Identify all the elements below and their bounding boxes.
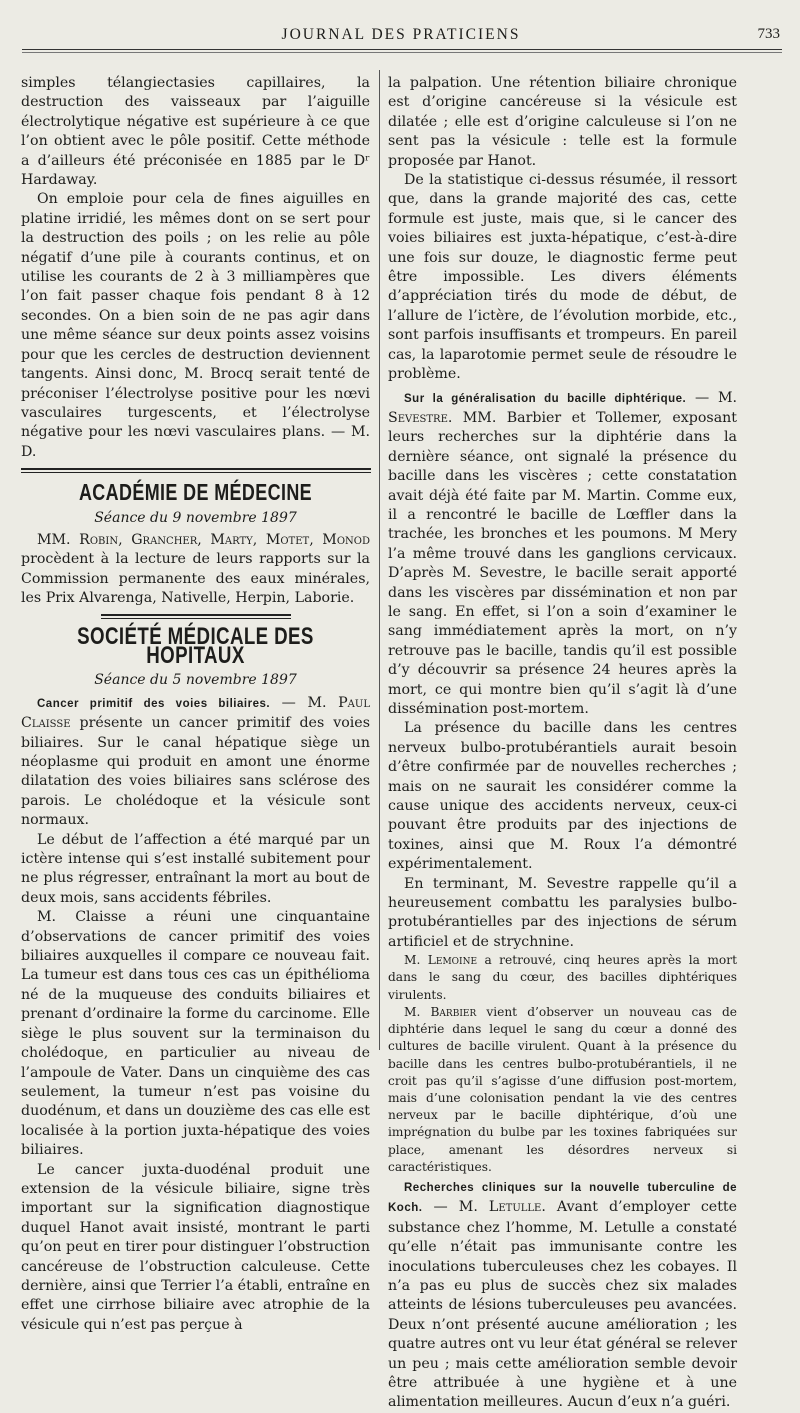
paragraph-text: procèdent à la lecture de leurs rapports sur la Commission permanente des eaux minérales, les Prix Alvarenga, Nativelle, Herpin, Laborie. bbox=[21, 551, 370, 607]
paragraph-text: a retrouvé, cinq heures après la mort dans le sang du cœur, des bacilles diphtériques virulents. bbox=[388, 953, 737, 1002]
paragraph-text: vient d’observer un nouveau cas de diphtérie dans lequel le sang du cœur a donné des cultures de bacille virulent. Quant à la présence du bacille dans les centres bulbo-protubérantiels, il ne croit pas qu’il s’agisse d’une diffusion post-mortem, mais d’une colonisation pendant la vie des centres nerveux par le bacille diphtérique, d’où une imprégnation du bulbe par les toxines fabriquées sur place, amenant les désordres nerveux si caractéristiques. bbox=[388, 1004, 737, 1174]
paragraph: En terminant, M. Sevestre rappelle qu’il a heureusement combattu les paralysies bulbo-protubérantielles par des injections de sérum artificiel et de strychnine. bbox=[388, 875, 737, 950]
paragraph: La présence du bacille dans les centres nerveux bulbo-protubérantiels aurait besoin d’être confirmée par de nouvelles recherches ; mais on ne saurait les considérer comme la cause unique des accidents nerveux, ceux-ci pouvant être produits par des injections de toxines, ainsi que M. Roux l’a démontré expérimentalement. bbox=[388, 720, 737, 873]
paragraph-small bbox=[388, 1004, 737, 1176]
paragraph: Sur la généralisation du bacille diphtérique. — M. Sevestre. MM. Barbier et Tollemer, exposant leurs recherches sur la diphtérie dans la dernière séance, ont signalé la présence du bacille dans les viscères ; cette constatation avait déjà été faite par M. Martin. Comme eux, il a rencontré le bacille de Lœffler dans la trachée, les bronches et les poumons. M Mery l’a même trouvé dans les ganglions cervicaux. D’après M. Sevestre, le bacille serait apporté dans les viscères par dissémination et non par le sang. En effet, si l’on a soin d’examiner le sang immédiatement après la mort, on n’y retrouve pas le bacille, tandis qu’il est possible d’y découvrir sa présence 24 heures après la mort, ce qui montre bien qu’il s’agit là d’une dissémination post-mortem. bbox=[388, 389, 738, 717]
page-header bbox=[20, 24, 782, 44]
rubric-title: Recherches cliniques sur la nouvelle tuberculine de Koch. bbox=[388, 1181, 737, 1215]
left-column bbox=[21, 74, 370, 1335]
header-rule bbox=[22, 49, 782, 50]
author-name: Paul Claisse bbox=[21, 694, 370, 732]
paragraph: la palpation. Une rétention biliaire chronique est d’origine cancéreuse si la vésicule est dilatée ; elle est d’origine calculeuse si l’on ne sent pas la vésicule : telle est la formule proposée par Hanot. bbox=[388, 75, 737, 169]
paragraph: Le cancer juxta-duodénal produit une extension de la vésicule biliaire, signe très important sur la signification diagnostique duquel Hanot avait insisté, montrant le parti qu’on peut en tirer pour distinguer l’obstruction cancéreuse de l’obstruction calculeuse. Cette dernière, ainsi que Terrier l’a établi, entraîne en effet une cirrhose biliaire avec atrophie de la vésicule qui n’est pas perçue à bbox=[21, 1161, 370, 1333]
seance-date: Séance du 9 novembre 1897 bbox=[94, 509, 297, 526]
column-divider bbox=[379, 70, 380, 1050]
page-number: 733 bbox=[757, 26, 780, 42]
author-name: M. Lemoine bbox=[404, 953, 478, 968]
journal-title: JOURNAL DES PRATICIENS bbox=[281, 26, 521, 43]
author-name: M. Barbier bbox=[404, 1004, 477, 1019]
author-name: Letulle bbox=[488, 1199, 542, 1216]
paragraph: Le début de l’affection a été marqué par un ictère intense qui s’est installé subitement pour ne plus régresser, entraînant la mort au bout de deux mois, sans accidents fébriles. bbox=[21, 831, 370, 906]
section-title-societe: SOCIÉTÉ MÉDICALE DES HOPITAUX bbox=[77, 622, 314, 669]
paragraph-text: présente un cancer primitif des voies biliaires. Sur le canal hépatique siège un néoplasme qui produit en amont une énorme dilatation des voies biliaires sans sclérose des parois. Le cholédoque et la vésicule sont normaux. bbox=[21, 715, 370, 829]
paragraph: Cancer primitif des voies biliaires. — M. Paul Claisse présente un cancer primitif des voies biliaires. Sur le canal hépatique siège un néoplasme qui produit en amont une énorme dilatation des voies biliaires sans sclérose des parois. Le cholédoque et la vésicule sont normaux. bbox=[21, 694, 370, 829]
paragraph: On emploie pour cela de fines aiguilles en platine irridié, les mêmes dont on se sert pour la destruction des poils ; on les relie au pôle négatif d’une pile à courants continus, et on utilise les courants de 2 à 3 milliampères que l’on fait passer chaque fois pendant 8 à 12 secondes. On a bien soin de ne pas agir dans une même séance sur deux points assez voisins pour que les cercles de destruction deviennent tangents. Ainsi donc, M. Brocq serait tenté de préconiser l’électrolyse positive pour les nœvi vasculaires turgescents, et l’électrolyse négative pour les nœvi vasculaires plans. — M. D. bbox=[21, 191, 370, 460]
member-names: MM. Robin, Grancher, Marty, Motet, Monod bbox=[37, 531, 370, 548]
header-rule-secondary bbox=[22, 52, 782, 53]
paragraph-text: . MM. Barbier et Tollemer, exposant leurs recherches sur la diphtérie dans la dernière séance, ont signalé la présence du bacille dans les viscères ; cette constatation avait déjà été faite par M. Martin. Comme eux, il a rencontré le bacille de Lœffler dans la trachée, les bronches et les poumons. M Mery l’a même trouvé dans les ganglions cervicaux. D’après M. Sevestre, le bacille serait apporté dans les viscères par dissémination et non par le sang. En effet, si l’on a soin d’examiner le sang immédiatement après la mort, on n’y retrouve pas le bacille, tandis qu’il est possible d’y découvrir sa présence 24 heures après la mort, ce qui montre bien qu’il s’agit là d’une dissémination post-mortem. bbox=[388, 409, 737, 717]
paragraph: M. Claisse a réuni une cinquantaine d’observations de cancer primitif des voies biliaires auxquelles il compare ce nouveau fait. La tumeur est dans tous ces cas un épithélioma né de la muqueuse des conduits biliaires et prenant d’ordinaire la forme du carcinome. Elle siège le plus souvent sur la terminaison du cholédoque, en particulier au niveau de l’ampoule de Vater. Dans un cinquième des cas seulement, la tumeur n’est pas voisine du duodénum, et dans un douzième des cas elle est localisée à la portion juxta-hépatique des voies biliaires. bbox=[21, 909, 370, 1159]
paragraph: De la statistique ci-dessus résumée, il ressort que, dans la grande majorité des cas, cette formule est juste, mais que, si le cancer des voies biliaires est juxta-hépatique, c’est-à-dire une fois sur douze, le diagnostic ferme peut être impossible. Les divers éléments d’appréciation tirés du mode de début, de l’allure de l’ictère, de l’évolution morbide, etc., sont parfois insuffisants et trompeurs. En pareil cas, la laparotomie permet seule de résoudre le problème. bbox=[388, 172, 737, 383]
rubric-title: Cancer primitif des voies biliaires. bbox=[37, 697, 271, 710]
paragraph: simples télangiectasies capillaires, la destruction des vaisseaux par l’aiguille électrolytique négative est supérieure à ce que l’on obtient avec le pôle positif. Cette méthode a d’ailleurs été préconisée en 1885 par le Dʳ Hardaway. bbox=[21, 75, 370, 189]
paragraph-text: . Avant d’employer cette substance chez l’homme, M. Letulle a constaté qu’elle n’était pas immunisante contre les inoculations tuberculeuses chez les cobayes. Il n’a pas eu plus de succès chez six malades atteints de lésions tuberculeuses peu avancées. Deux n’ont présenté aucune amélioration ; les quatre autres ont vu leur état général se relever un peu ; mais cette amélioration semble devoir être attribuée à une hygiène et à une alimentation meilleures. Aucun d’eux n’a guéri. bbox=[388, 1199, 737, 1411]
author-name: Sevestre bbox=[388, 409, 448, 426]
right-column bbox=[388, 74, 737, 1413]
section-rule bbox=[21, 468, 371, 473]
rubric-title: Sur la généralisation du bacille diphtérique. bbox=[404, 392, 687, 405]
paragraph-small bbox=[388, 952, 737, 1004]
section-title-academie: ACADÉMIE DE MÉDECINE bbox=[78, 479, 313, 506]
section-rule bbox=[101, 614, 291, 619]
paragraph bbox=[21, 531, 370, 609]
seance-date: Séance du 5 novembre 1897 bbox=[94, 672, 297, 689]
paragraph: Recherches cliniques sur la nouvelle tuberculine de Koch. — M. Letulle. Avant d’employer cette substance chez l’homme, M. Letulle a constaté qu’elle n’était pas immunisante contre les inoculations tuberculeuses chez les cobayes. Il n’a pas eu plus de succès chez six malades atteints de lésions tuberculeuses peu avancées. Deux n’ont présenté aucune amélioration ; les quatre autres ont vu leur état général se relever un peu ; mais cette amélioration semble devoir être attribuée à une hygiène et à une alimentation meilleures. Aucun d’eux n’a guéri. bbox=[388, 1181, 737, 1411]
